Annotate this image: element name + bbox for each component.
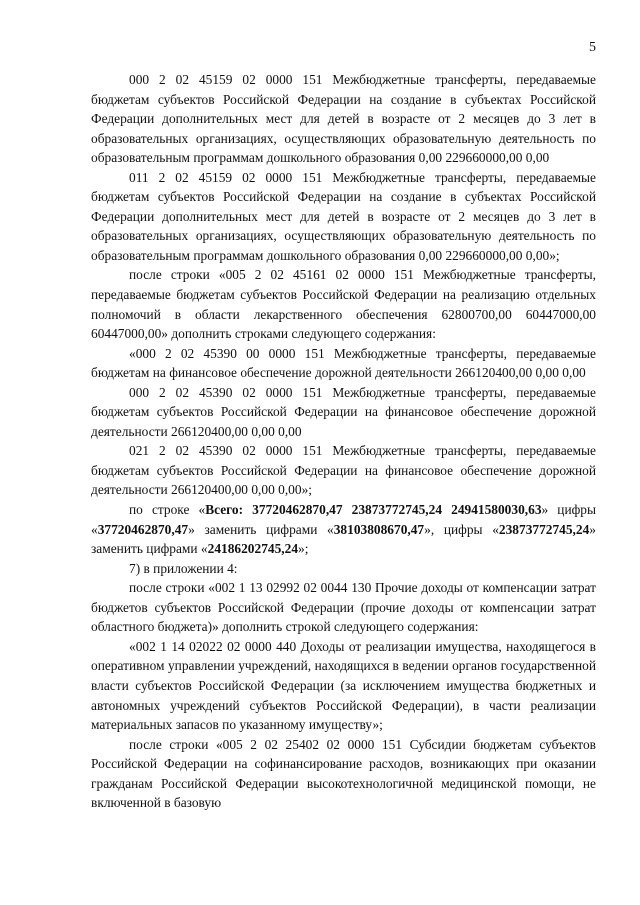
paragraph-appendix-4: 7) в приложении 4: bbox=[129, 560, 238, 576]
paragraph-10: после строки «005 2 02 25402 02 0000 151 Субсидии бюджетам субъектов Российской Федерации на софинансирование расходов, возникающих при оказании гражданам Российской Федерации высокотехнологичной медицинской помощи, не включенной в базовую bbox=[91, 736, 596, 811]
page-number: 5 bbox=[589, 40, 596, 55]
paragraph-1: 000 2 02 45159 02 0000 151 Межбюджетные трансферты, передаваемые бюджетам субъектов Российской Федерации на создание в субъектах Российской Федерации дополнительных мест для детей в возрасте от 2 месяцев до 3 лет в образовательных организациях, осуществляющих образовательную деятельность по образовательным программам дошкольного образования 0,00 229660000,00 0,00 bbox=[91, 72, 596, 166]
total-replacement-paragraph: по строке «Всего: 37720462870,47 23873772745,24 24941580030,63» цифры «37720462870,47» заменить цифрами «38103808670,47», цифры «23873772745,24» заменить цифрами «24186202745,24»; bbox=[91, 502, 596, 557]
paragraph-9: «002 1 14 02022 02 0000 440 Доходы от реализации имущества, находящегося в оперативном управлении учреждений, находящихся в ведении органов государственной власти субъектов Российской Федерации (за исключением имущества бюджетных и автономных учреждений субъектов Российской Федерации), в части реализации материальных запасов по указанному имуществу»; bbox=[91, 638, 596, 733]
paragraph-4: «000 2 02 45390 00 0000 151 Межбюджетные трансферты, передаваемые бюджетам на финансовое обеспечение дорожной деятельности 266120400,00 0,00 0,00 bbox=[91, 345, 596, 381]
total-line-bold: Всего: 37720462870,47 23873772745,24 24941580030,63 bbox=[205, 502, 542, 518]
new-value-1: 38103808670,47 bbox=[333, 521, 425, 537]
old-value-2: 23873772745,24 bbox=[498, 521, 590, 537]
document-body bbox=[91, 70, 596, 813]
old-value-1: 37720462870,47 bbox=[97, 521, 189, 537]
paragraph-6: 021 2 02 45390 02 0000 151 Межбюджетные трансферты, передаваемые бюджетам субъектов Российской Федерации на финансовое обеспечение дорожной деятельности 266120400,00 0,00 0,00»; bbox=[91, 443, 596, 498]
new-value-2: 24186202745,24 bbox=[207, 541, 299, 557]
paragraph-2: 011 2 02 45159 02 0000 151 Межбюджетные трансферты, передаваемые бюджетам субъектов Российской Федерации на создание в субъектах Российской Федерации дополнительных мест для детей в возрасте от 2 месяцев до 3 лет в образовательных организациях, осуществляющих образовательную деятельность по образовательным программам дошкольного образования 0,00 229660000,00 0,00»; bbox=[91, 169, 596, 263]
paragraph-3: после строки «005 2 02 45161 02 0000 151 Межбюджетные трансферты, передаваемые бюджетам субъектов Российской Федерации на реализацию отдельных полномочий в области лекарственного обеспечения 62800700,00 60447000,00 60447000,00» дополнить строками следующего содержания: bbox=[91, 267, 596, 342]
paragraph-5: 000 2 02 45390 02 0000 151 Межбюджетные трансферты, передаваемые бюджетам субъектов Российской Федерации на финансовое обеспечение дорожной деятельности 266120400,00 0,00 0,00 bbox=[91, 384, 596, 439]
paragraph-8: после строки «002 1 13 02992 02 0044 130 Прочие доходы от компенсации затрат бюджетов субъектов Российской Федерации (прочие доходы от компенсации затрат областного бюджета)» дополнить строкой следующего содержания: bbox=[91, 580, 596, 635]
